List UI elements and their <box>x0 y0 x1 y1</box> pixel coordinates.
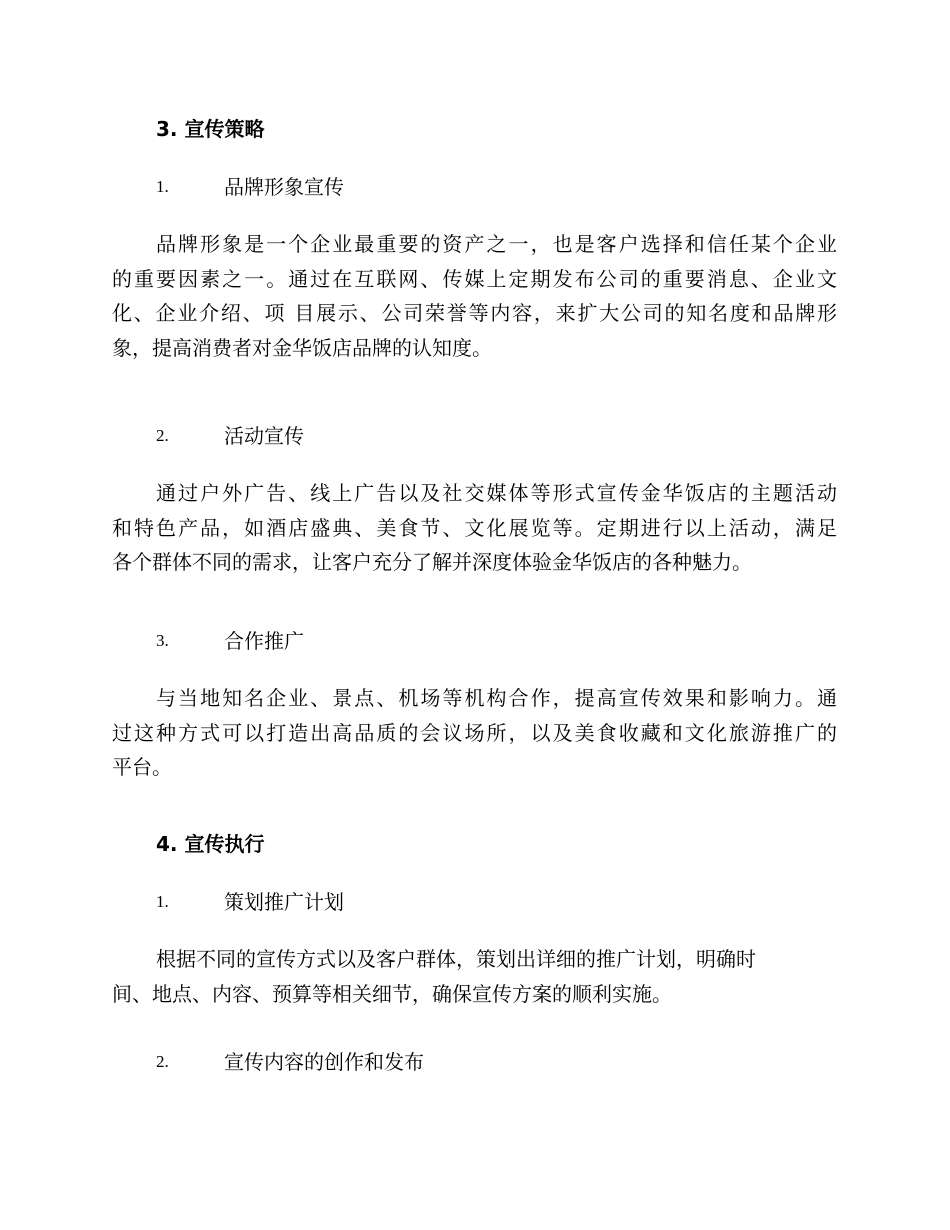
paragraph-line: 与当地知名企业、景点、机场等机构合作，提高宣传效果和影响力。通 <box>156 686 837 710</box>
list-number: 1. <box>156 177 169 196</box>
paragraph-partnership <box>112 681 837 785</box>
list-item-label: 品牌形象宣传 <box>224 175 344 199</box>
paragraph-planning <box>112 942 837 1011</box>
paragraph-line: 过这种方式可以打造出高品质的会议场所，以及美食收藏和文化旅游推广的 <box>112 720 837 745</box>
paragraph-brand-image <box>112 227 837 365</box>
paragraph-line: 的重要因素之一。通过在互联网、传媒上定期发布公司的重要消息、企业文 <box>112 266 837 291</box>
list-item-label: 宣传内容的创作和发布 <box>224 1050 424 1074</box>
paragraph-line: 化、企业介绍、项 目展示、公司荣誉等内容，来扩大公司的知名度和品牌形 <box>112 301 837 325</box>
list-item-label: 活动宣传 <box>224 424 304 448</box>
paragraph-line: 品牌形象是一个企业最重要的资产之一，也是客户选择和信任某个企业 <box>156 232 837 256</box>
section-heading-3: 3. 宣传策略 <box>156 117 265 141</box>
list-number: 3. <box>156 631 169 650</box>
paragraph-line: 象，提高消费者对金华饭店品牌的认知度。 <box>112 335 492 360</box>
paragraph-line: 根据不同的宣传方式以及客户群体，策划出详细的推广计划，明确时 <box>156 947 756 971</box>
paragraph-line: 通过户外广告、线上广告以及社交媒体等形式宣传金华饭店的主题活动 <box>156 481 837 505</box>
list-number: 2. <box>156 1052 169 1071</box>
list-number: 2. <box>156 426 169 445</box>
paragraph-line: 平台。 <box>112 755 172 779</box>
section-heading-4: 4. 宣传执行 <box>156 832 265 856</box>
paragraph-line: 和特色产品，如酒店盛典、美食节、文化展览等。定期进行以上活动，满足 <box>112 515 837 540</box>
paragraph-line: 间、地点、内容、预算等相关细节，确保宣传方案的顺利实施。 <box>112 981 672 1006</box>
paragraph-line: 各个群体不同的需求，让客户充分了解并深度体验金华饭店的各种魅力。 <box>112 550 752 574</box>
list-item-label: 合作推广 <box>224 629 304 653</box>
paragraph-event-promotion <box>112 476 837 580</box>
list-number: 1. <box>156 892 169 911</box>
list-item-label: 策划推广计划 <box>224 890 344 914</box>
